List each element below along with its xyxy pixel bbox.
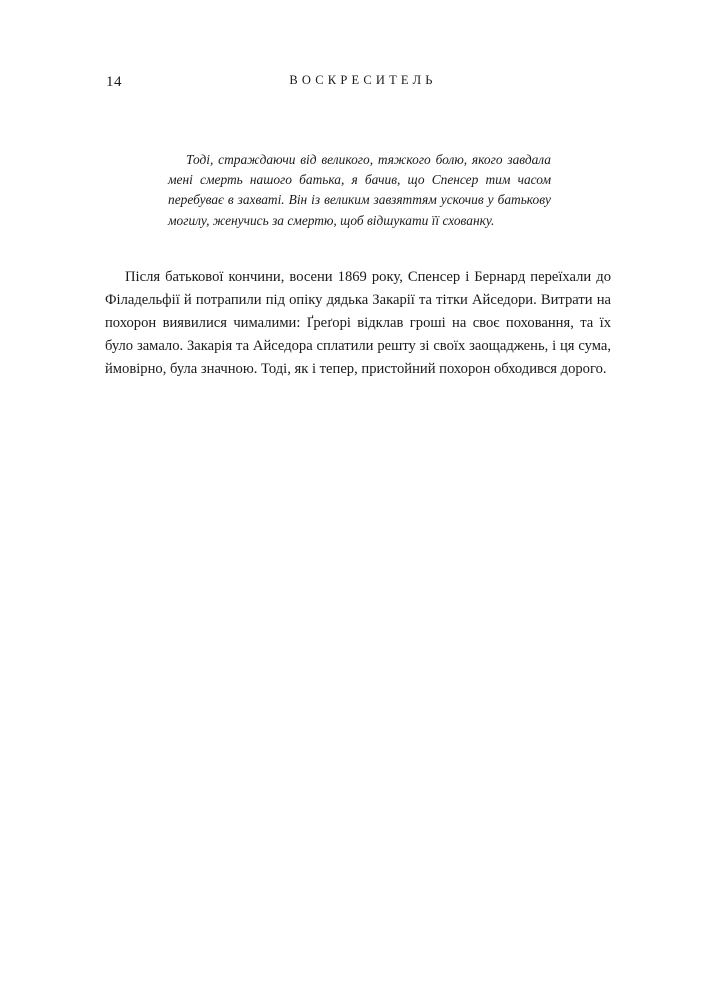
- running-title: ВОСКРЕСИТЕЛЬ: [289, 73, 437, 87]
- epigraph-quote: Тоді, страждаючи від великого, тяжкого болю, якого завдала мені смерть нашого батька, я бачив, що Спенсер тим часом перебуває в захваті. Він із великим завзяттям ускочив у батькову могилу, женучись за смертю, щоб відшукати її схованку.: [168, 152, 551, 228]
- body-paragraph: Після батькової кончини, восени 1869 року, Спенсер і Бернард переїхали до Філадельфії й потрапили під опіку дядька Закарії та тітки Айседори. Витрати на похорон виявилися чималими: Ґреґорі відклав гроші на своє поховання, та їх було замало. Закарія та Айседора сплатили решту зі своїх заощаджень, і ця сума, ймовірно, була значною. Тоді, як і тепер, пристойний похорон обходився дорого.: [105, 269, 611, 377]
- page-number: 14: [106, 74, 122, 90]
